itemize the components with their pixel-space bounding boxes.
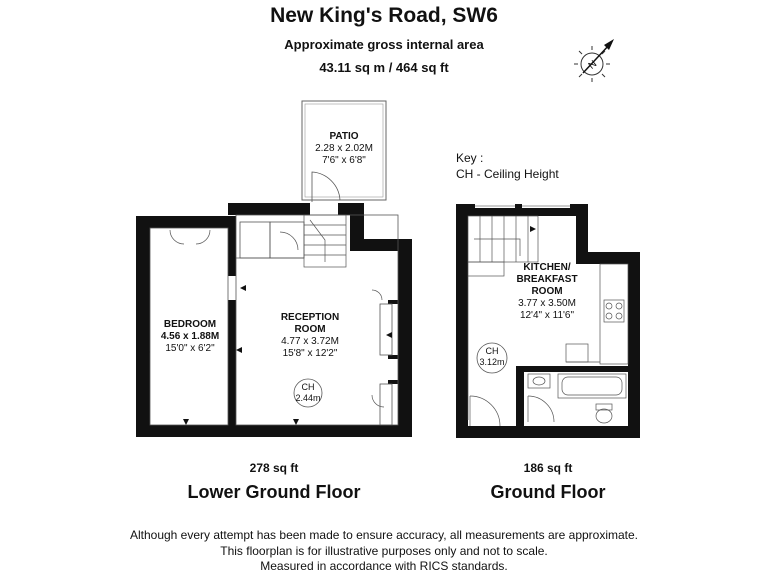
key-legend: Key : CH - Ceiling Height [456, 151, 559, 181]
ground-floor-title: Ground Floor [490, 482, 606, 502]
area-subtitle: Approximate gross internal area [284, 37, 484, 52]
ceiling-height-ground: CH 3.12m [479, 346, 505, 367]
compass-icon [574, 39, 614, 82]
kitchen-label: KITCHEN/ BREAKFAST ROOM 3.77 x 3.50M 12'4" x 11'6" [516, 262, 578, 321]
disclaimer: Although every attempt has been made to ensure accuracy, all measurements are approximate. This floorplan is for illustrative purposes only and not to scale. Measured in accordance with RICS standards. [129, 528, 639, 573]
ground-floor-area: 186 sq ft [523, 461, 573, 475]
reception-label: RECEPTION ROOM 4.77 x 3.72M 15'8" x 12'2" [280, 312, 340, 359]
bedroom-label: BEDROOM 4.56 x 1.88M 15'0" x 6'2" [160, 319, 220, 354]
ceiling-height-lower: CH 2.44m [295, 382, 321, 403]
compass-letter: N [586, 58, 600, 72]
total-area: 43.11 sq m / 464 sq ft [319, 60, 449, 75]
property-title: New King's Road, SW6 [270, 4, 498, 27]
lower-ground-title: Lower Ground Floor [187, 482, 361, 502]
patio-label: PATIO 2.28 x 2.02M 7'6" x 6'8" [315, 131, 373, 166]
lower-ground-area: 278 sq ft [249, 461, 299, 475]
